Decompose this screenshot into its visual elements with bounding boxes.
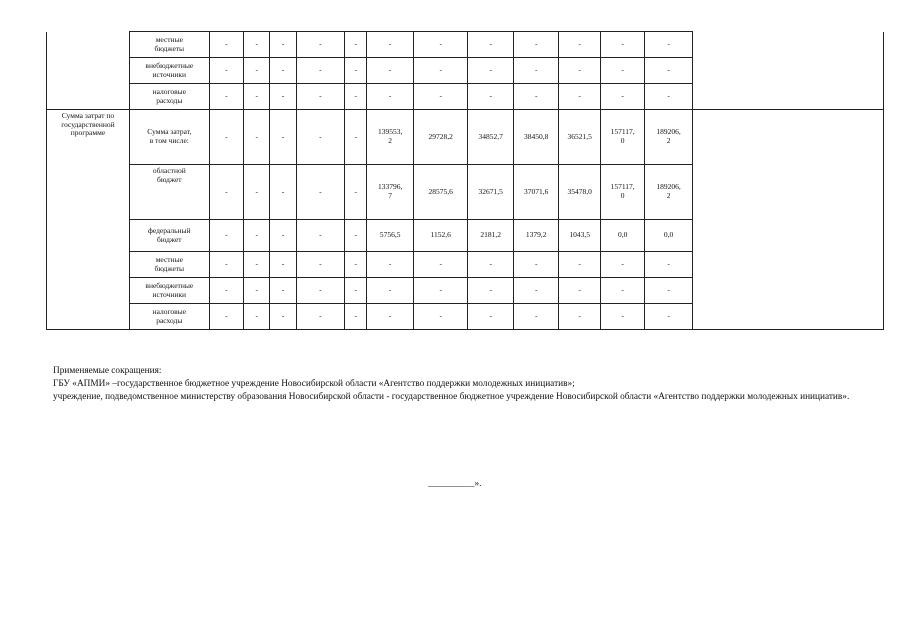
value-cell: - <box>367 304 414 330</box>
budget-table <box>46 31 884 330</box>
value-cell: - <box>513 252 558 278</box>
value-cell: - <box>345 252 367 278</box>
value-cell: - <box>209 110 243 165</box>
value-cell: - <box>244 165 270 220</box>
value-cell: - <box>270 110 296 165</box>
funding-source-cell: федеральный бюджет <box>129 220 209 252</box>
value-cell: - <box>645 84 693 110</box>
value-cell: - <box>270 304 296 330</box>
value-cell: - <box>345 58 367 84</box>
value-cell: 157117, 0 <box>600 110 644 165</box>
value-cell: - <box>413 58 468 84</box>
funding-source-cell: внебюджетные источники <box>129 278 209 304</box>
value-cell: - <box>345 32 367 58</box>
value-cell: 139553, 2 <box>367 110 414 165</box>
value-cell: - <box>209 252 243 278</box>
value-cell: - <box>513 32 558 58</box>
value-cell: 189206, 2 <box>645 165 693 220</box>
value-cell: - <box>559 304 600 330</box>
value-cell: - <box>296 252 345 278</box>
value-cell: - <box>270 58 296 84</box>
program-label-cell: Сумма затрат по государственной программе <box>47 110 130 330</box>
blank-executor-cell <box>692 32 883 110</box>
funding-source-cell: налоговые расходы <box>129 304 209 330</box>
value-cell: - <box>270 32 296 58</box>
notes-heading: Применяемые сокращения: <box>53 366 162 376</box>
value-cell: - <box>513 278 558 304</box>
value-cell: - <box>513 304 558 330</box>
value-cell: - <box>645 32 693 58</box>
value-cell: - <box>600 84 644 110</box>
value-cell: 1043,5 <box>559 220 600 252</box>
value-cell: - <box>600 32 644 58</box>
value-cell: - <box>296 165 345 220</box>
value-cell: - <box>345 304 367 330</box>
value-cell: 157117, 0 <box>600 165 644 220</box>
value-cell: - <box>296 32 345 58</box>
value-cell: - <box>645 252 693 278</box>
value-cell: - <box>244 84 270 110</box>
value-cell: 2181,2 <box>468 220 513 252</box>
value-cell: - <box>244 32 270 58</box>
value-cell: - <box>600 58 644 84</box>
value-cell: - <box>244 58 270 84</box>
funding-source-cell: местные бюджеты <box>129 252 209 278</box>
value-cell: 37071,6 <box>513 165 558 220</box>
value-cell: - <box>559 252 600 278</box>
value-cell: - <box>367 278 414 304</box>
value-cell: - <box>468 84 513 110</box>
value-cell: 29728,2 <box>413 110 468 165</box>
notes-line: учреждение, подведомственное министерству образования Новосибирской области - государственное бюджетное учреждение Новосибирской области «Агентство поддержки молодежных инициатив». <box>53 392 850 402</box>
value-cell: - <box>244 220 270 252</box>
value-cell: - <box>296 84 345 110</box>
value-cell: - <box>559 32 600 58</box>
value-cell: 1379,2 <box>513 220 558 252</box>
value-cell: - <box>270 252 296 278</box>
value-cell: - <box>468 32 513 58</box>
value-cell: 0,0 <box>600 220 644 252</box>
value-cell: 34852,7 <box>468 110 513 165</box>
value-cell: - <box>270 84 296 110</box>
value-cell: - <box>209 32 243 58</box>
value-cell: - <box>600 278 644 304</box>
value-cell: - <box>270 165 296 220</box>
value-cell: - <box>345 110 367 165</box>
value-cell: - <box>367 32 414 58</box>
value-cell: 0,0 <box>645 220 693 252</box>
value-cell: - <box>413 84 468 110</box>
value-cell: - <box>209 304 243 330</box>
executor-cell <box>692 110 883 330</box>
table-row <box>47 32 884 58</box>
value-cell: - <box>270 278 296 304</box>
value-cell: 133796, 7 <box>367 165 414 220</box>
value-cell: - <box>367 58 414 84</box>
value-cell: - <box>559 84 600 110</box>
value-cell: - <box>296 278 345 304</box>
value-cell: - <box>367 84 414 110</box>
value-cell: - <box>468 278 513 304</box>
value-cell: - <box>367 252 414 278</box>
value-cell: - <box>600 304 644 330</box>
value-cell: - <box>468 252 513 278</box>
value-cell: - <box>559 278 600 304</box>
value-cell: - <box>345 165 367 220</box>
value-cell: - <box>413 32 468 58</box>
value-cell: - <box>645 304 693 330</box>
value-cell: 38450,8 <box>513 110 558 165</box>
funding-source-cell: Сумма затрат, в том числе: <box>129 110 209 165</box>
value-cell: - <box>244 278 270 304</box>
value-cell: - <box>600 252 644 278</box>
value-cell: - <box>209 84 243 110</box>
signature-line: __________». <box>428 479 482 489</box>
funding-source-cell: внебюджетные источники <box>129 58 209 84</box>
blank-program-cell <box>47 32 130 110</box>
value-cell: - <box>645 278 693 304</box>
value-cell: - <box>296 304 345 330</box>
value-cell: 5756,5 <box>367 220 414 252</box>
value-cell: - <box>209 58 243 84</box>
value-cell: - <box>468 58 513 84</box>
value-cell: - <box>296 110 345 165</box>
value-cell: - <box>209 220 243 252</box>
table-row <box>47 110 884 165</box>
value-cell: - <box>244 304 270 330</box>
value-cell: - <box>513 58 558 84</box>
value-cell: - <box>468 304 513 330</box>
value-cell: - <box>209 165 243 220</box>
funding-source-cell: налоговые расходы <box>129 84 209 110</box>
value-cell: - <box>345 278 367 304</box>
value-cell: - <box>296 220 345 252</box>
funding-source-cell: местные бюджеты <box>129 32 209 58</box>
value-cell: - <box>209 278 243 304</box>
value-cell: - <box>244 110 270 165</box>
value-cell: 1152,6 <box>413 220 468 252</box>
value-cell: - <box>270 220 296 252</box>
funding-source-cell: областной бюджет <box>129 165 209 220</box>
value-cell: - <box>345 84 367 110</box>
value-cell: 189206, 2 <box>645 110 693 165</box>
value-cell: 36521,5 <box>559 110 600 165</box>
value-cell: 32671,5 <box>468 165 513 220</box>
value-cell: - <box>244 252 270 278</box>
value-cell: - <box>413 304 468 330</box>
value-cell: - <box>296 58 345 84</box>
value-cell: - <box>559 58 600 84</box>
value-cell: - <box>413 278 468 304</box>
value-cell: - <box>645 58 693 84</box>
notes-line: ГБУ «АПМИ» –государственное бюджетное учреждение Новосибирской области «Агентство поддержки молодежных инициатив»; <box>53 379 575 389</box>
value-cell: - <box>413 252 468 278</box>
value-cell: 35478,0 <box>559 165 600 220</box>
value-cell: 28575,6 <box>413 165 468 220</box>
value-cell: - <box>513 84 558 110</box>
abbreviations-notes <box>53 365 888 404</box>
value-cell: - <box>345 220 367 252</box>
